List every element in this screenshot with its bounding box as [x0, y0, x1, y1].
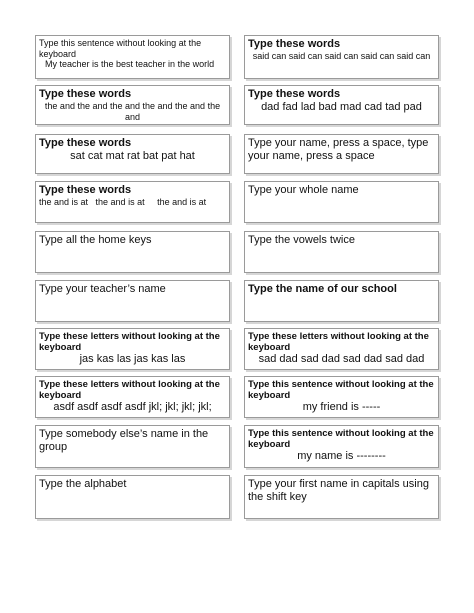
- card-dad-fad-words: [244, 85, 439, 125]
- card-type-sentence-teacher: [35, 35, 230, 79]
- card-instruction: Type your whole name: [248, 184, 359, 196]
- card-instruction: Type this sentence without looking at the keyboard: [248, 428, 434, 451]
- card-instruction: Type this sentence without looking at the keyboard: [39, 38, 202, 59]
- card-teacher-name: [35, 280, 230, 322]
- card-instruction: Type these letters without looking at the keyboard: [39, 331, 220, 354]
- card-said-can-words: [244, 35, 439, 79]
- card-content: my friend is -----: [302, 401, 381, 414]
- card-instruction: Type these words: [248, 38, 341, 50]
- card-instruction: Type these words: [39, 184, 132, 196]
- card-instruction: Type these words: [39, 88, 132, 100]
- card-alphabet: [35, 475, 230, 519]
- card-content: the and the and the and the and the and the and: [44, 100, 221, 122]
- card-my-name-sentence: [244, 425, 439, 468]
- card-instruction: Type all the home keys: [39, 234, 152, 246]
- card-jas-kas-letters: [35, 328, 230, 370]
- card-content: My teacher is the best teacher in the world: [45, 59, 215, 70]
- card-name-space: [244, 134, 439, 174]
- card-home-keys: [35, 231, 230, 273]
- card-sad-dad-letters: [244, 328, 439, 370]
- card-content: dad fad lad bad mad cad tad pad: [261, 100, 422, 113]
- card-instruction: Type these letters without looking at the keyboard: [248, 331, 429, 354]
- card-sat-cat-words: [35, 134, 230, 174]
- card-instruction: Type your name, press a space, type your name, press a space: [248, 137, 429, 162]
- card-capitals-shift: [244, 475, 439, 519]
- card-instruction: Type the name of our school: [248, 283, 397, 295]
- card-instruction: Type these words: [39, 137, 132, 149]
- card-content: my name is --------: [297, 450, 386, 463]
- card-content: the and is at the and is at the and is at: [39, 196, 207, 207]
- card-content: said can said can said can said can said can: [252, 50, 431, 61]
- card-content: sad dad sad dad sad dad sad dad: [258, 353, 425, 366]
- card-vowels-twice: [244, 231, 439, 273]
- card-the-and-words: [35, 85, 230, 125]
- card-whole-name: [244, 181, 439, 223]
- card-instruction: Type this sentence without looking at the keyboard: [248, 379, 434, 402]
- card-instruction: Type your first name in capitals using the shift key: [248, 478, 429, 503]
- card-somebody-name: [35, 425, 230, 468]
- card-school-name: [244, 280, 439, 322]
- card-my-friend-sentence: [244, 376, 439, 418]
- card-content: asdf asdf asdf asdf jkl; jkl; jkl; jkl;: [53, 401, 212, 414]
- card-instruction: Type somebody else’s name in the group: [39, 428, 209, 453]
- card-instruction: Type these letters without looking at the keyboard: [39, 379, 220, 402]
- card-content: sat cat mat rat bat pat hat: [70, 149, 195, 162]
- card-instruction: Type your teacher’s name: [39, 283, 166, 295]
- card-the-and-is-at: [35, 181, 230, 223]
- card-instruction: Type these words: [248, 88, 341, 100]
- card-asdf-jkl-letters: [35, 376, 230, 418]
- card-instruction: Type the alphabet: [39, 478, 127, 490]
- card-content: jas kas las jas kas las: [79, 353, 186, 366]
- card-instruction: Type the vowels twice: [248, 234, 355, 246]
